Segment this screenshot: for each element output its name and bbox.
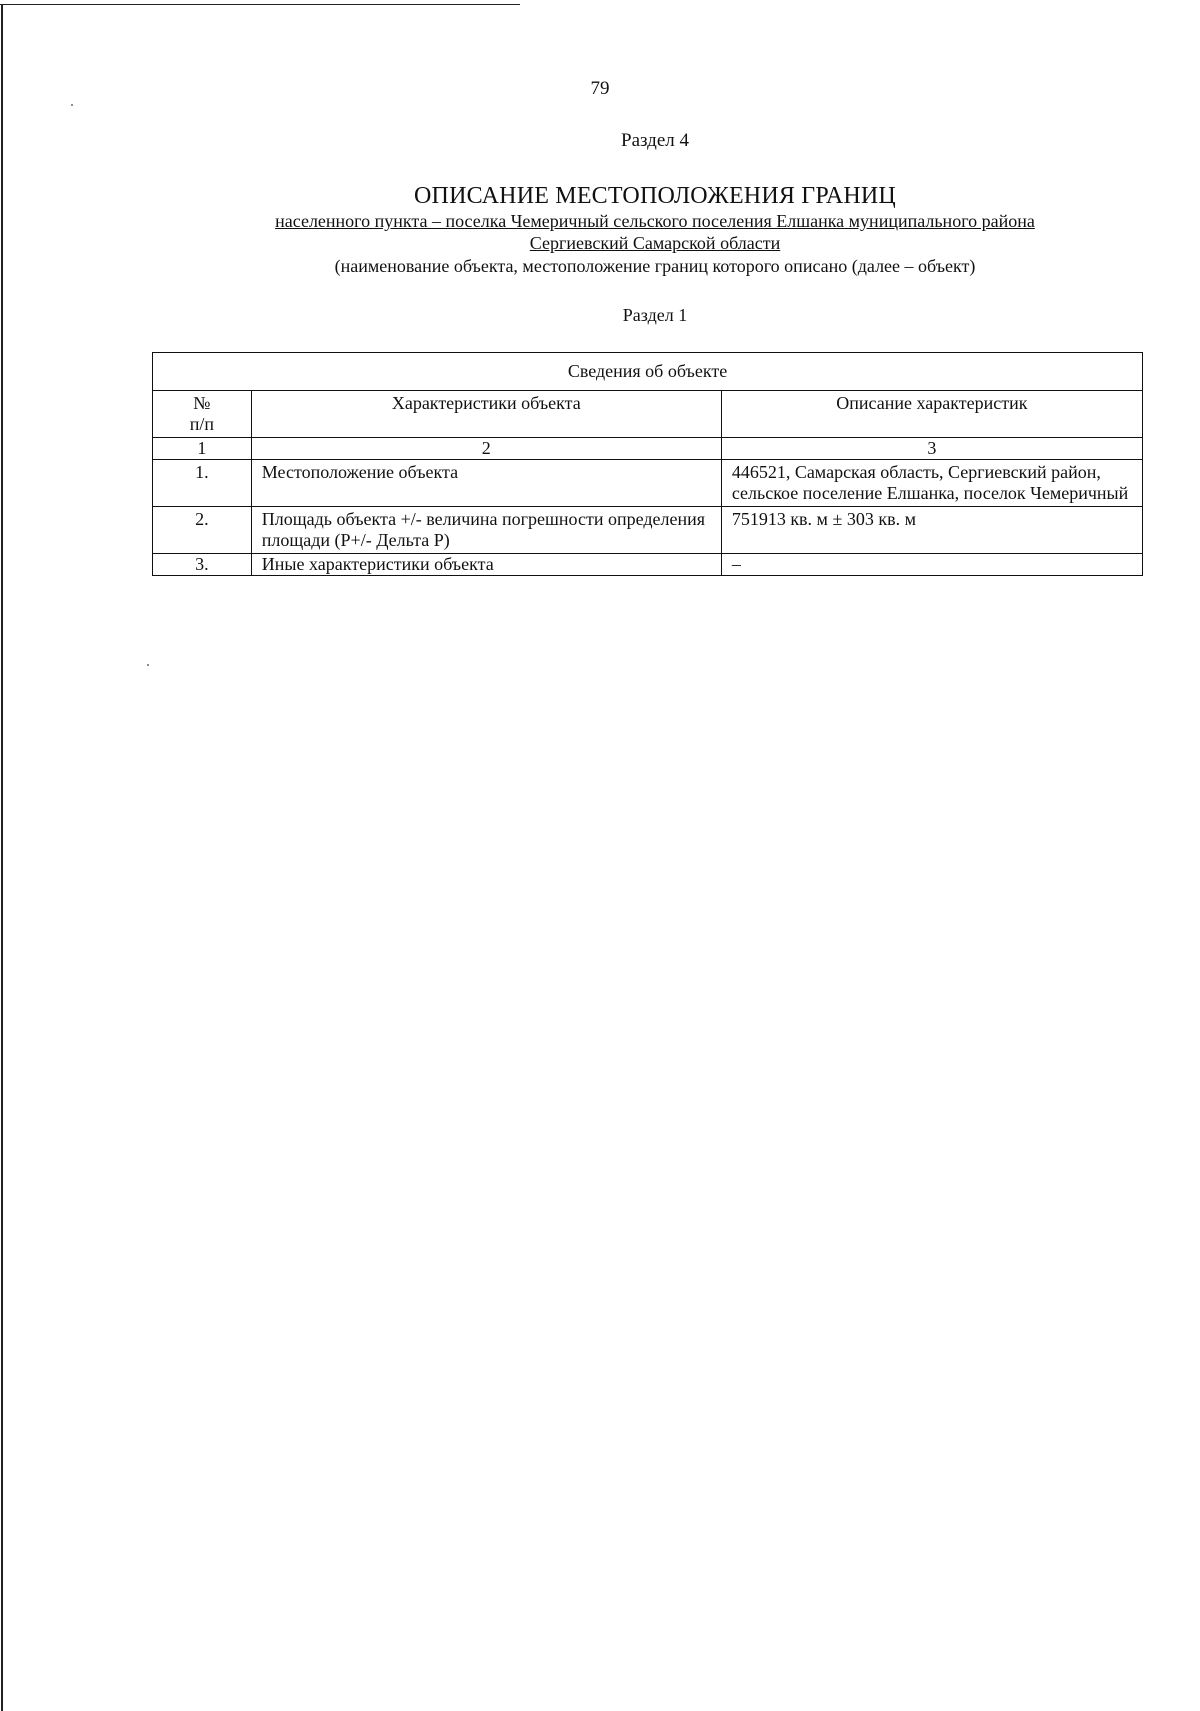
object-name-line-1: населенного пункта – поселка Чемеричный сельского поселения Елшанка муниципального района (275, 211, 1035, 231)
table-row (153, 554, 1143, 576)
header-characteristic: Характеристики объекта (251, 391, 721, 438)
column-number: 3 (721, 438, 1142, 460)
column-number-row (153, 438, 1143, 460)
document-title: ОПИСАНИЕ МЕСТОПОЛОЖЕНИЯ ГРАНИЦ (414, 183, 896, 209)
table-row (153, 507, 1143, 554)
table-header-row (153, 391, 1143, 438)
header-num-line-1: № (193, 393, 211, 413)
scan-speck (71, 104, 73, 106)
page-number: 79 (590, 78, 610, 99)
table-title: Сведения об объекте (153, 353, 1143, 391)
row-characteristic: Местоположение объекта (251, 460, 721, 507)
table-title-row (153, 353, 1143, 391)
header-num (153, 391, 252, 438)
row-num: 3. (153, 554, 252, 576)
object-info-table (152, 352, 1143, 576)
column-number: 2 (251, 438, 721, 460)
scan-border-left (1, 4, 3, 1711)
header-num-line-2: п/п (189, 414, 215, 434)
row-description: 446521, Самарская область, Сергиевский район, сельское поселение Елшанка, поселок Чемеричный (721, 460, 1142, 507)
section-heading: Раздел 4 (621, 130, 689, 151)
header-description: Описание характеристик (721, 391, 1142, 438)
row-characteristic: Иные характеристики объекта (251, 554, 721, 576)
column-number: 1 (153, 438, 252, 460)
row-description: 751913 кв. м ± 303 кв. м (721, 507, 1142, 554)
scan-border-top (0, 4, 520, 5)
row-characteristic: Площадь объекта +/- величина погрешности определения площади (Р+/- Дельта Р) (251, 507, 721, 554)
object-name-line-2: Сергиевский Самарской области (529, 233, 781, 253)
subsection-heading: Раздел 1 (622, 305, 688, 325)
row-description: – (721, 554, 1142, 576)
object-name-caption: (наименование объекта, местоположение границ которого описано (далее – объект) (334, 256, 976, 276)
table-row (153, 460, 1143, 507)
row-num: 1. (153, 460, 252, 507)
row-num: 2. (153, 507, 252, 554)
scan-speck (147, 664, 149, 666)
